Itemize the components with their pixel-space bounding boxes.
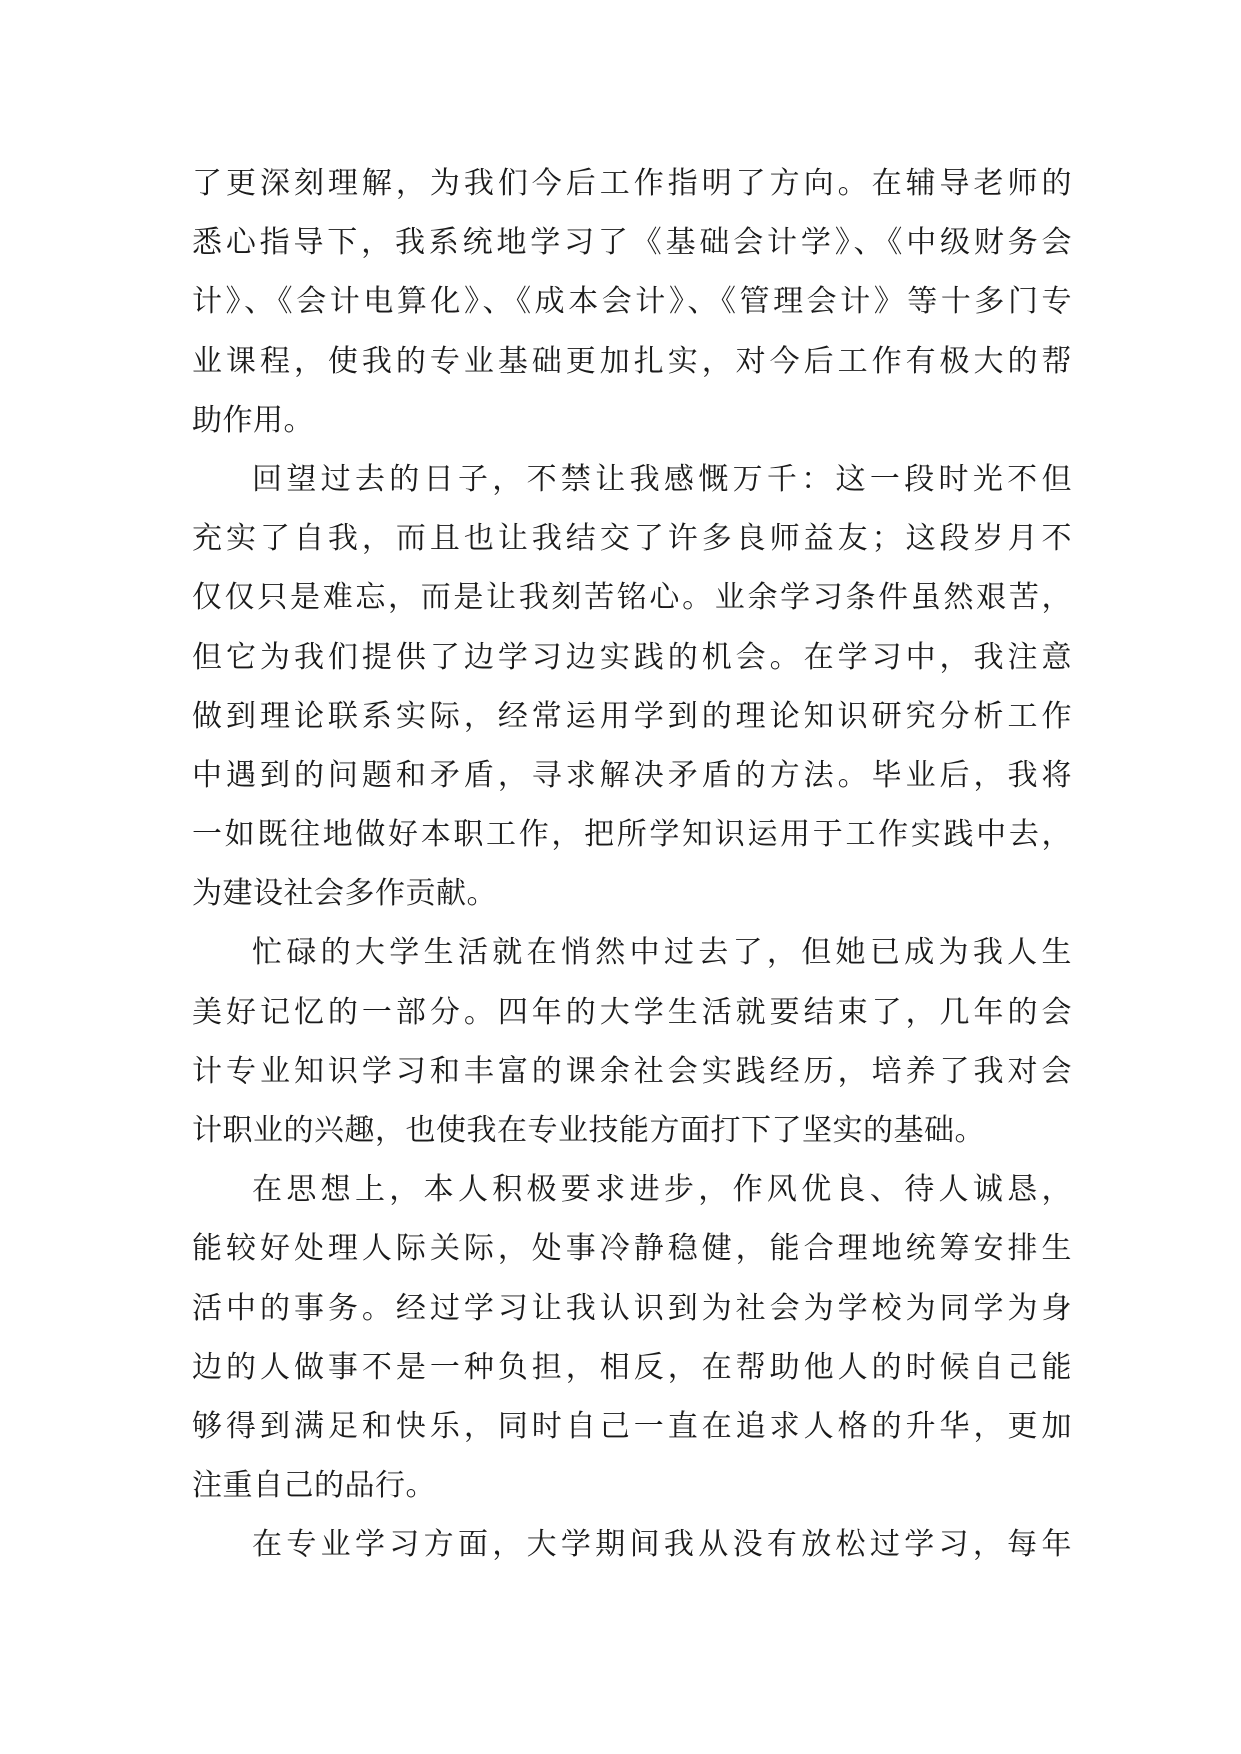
text-line: 美好记忆的一部分。四年的大学生活就要结束了，几年的会 — [192, 994, 1072, 1030]
text-line: 活中的事务。经过学习让我认识到为社会为学校为同学为身 — [192, 1290, 1072, 1326]
text-line: 充实了自我，而且也让我结交了许多良师益友；这段岁月不 — [192, 521, 1072, 557]
text-line: 计专业知识学习和丰富的课余社会实践经历，培养了我对会 — [192, 1053, 1072, 1089]
paragraph-first-line: 在思想上，本人积极要求进步，作风优良、待人诚恳， — [252, 1172, 1072, 1208]
text-line: 能较好处理人际关际，处事冷静稳健，能合理地统筹安排生 — [192, 1231, 1072, 1267]
text-line: 够得到满足和快乐，同时自己一直在追求人格的升华，更加 — [192, 1408, 1072, 1444]
text-line: 为建设社会多作贡献。 — [192, 876, 497, 912]
text-line: 注重自己的品行。 — [192, 1468, 436, 1504]
document-body — [192, 154, 1072, 1575]
text-line: 但它为我们提供了边学习边实践的机会。在学习中，我注意 — [192, 639, 1072, 675]
paragraph-first-line: 忙碌的大学生活就在悄然中过去了，但她已成为我人生 — [252, 935, 1072, 971]
text-line: 一如既往地做好本职工作，把所学知识运用于工作实践中去， — [192, 817, 1072, 853]
paragraph-first-line: 在专业学习方面，大学期间我从没有放松过学习，每年 — [252, 1527, 1072, 1563]
text-line: 悉心指导下，我系统地学习了《基础会计学》、《中级财务会 — [192, 225, 1072, 261]
text-line: 中遇到的问题和矛盾，寻求解决矛盾的方法。毕业后，我将 — [192, 757, 1072, 793]
paragraph-first-line: 回望过去的日子，不禁让我感慨万千：这一段时光不但 — [252, 461, 1072, 497]
text-line: 边的人做事不是一种负担，相反，在帮助他人的时候自己能 — [192, 1349, 1072, 1385]
text-line: 计职业的兴趣，也使我在专业技能方面打下了坚实的基础。 — [192, 1113, 985, 1148]
text-line: 业课程，使我的专业基础更加扎实，对今后工作有极大的帮 — [192, 343, 1072, 379]
text-line: 助作用。 — [192, 402, 314, 438]
text-line: 做到理论联系实际，经常运用学到的理论知识研究分析工作 — [192, 698, 1072, 734]
text-line: 仅仅只是难忘，而是让我刻苦铭心。业余学习条件虽然艰苦， — [192, 580, 1072, 616]
text-line: 计》、《会计电算化》、《成本会计》、《管理会计》等十多门专 — [192, 284, 1072, 320]
text-line: 了更深刻理解，为我们今后工作指明了方向。在辅导老师的 — [192, 166, 1072, 201]
